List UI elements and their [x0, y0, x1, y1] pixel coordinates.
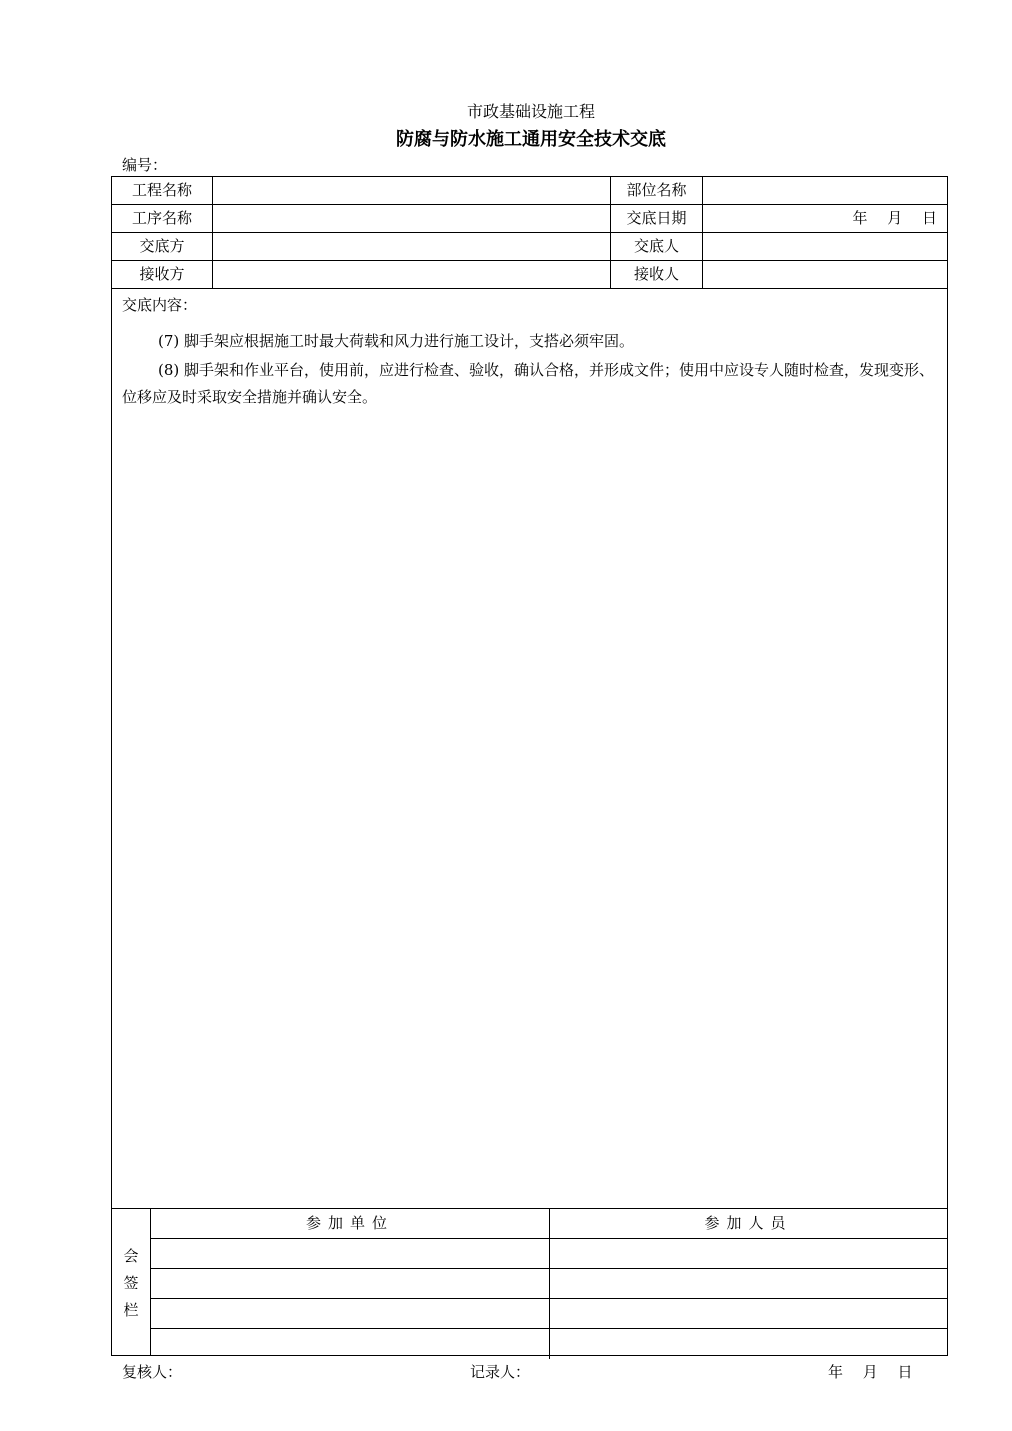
participating-person-header: 参加人员 [704, 1214, 793, 1232]
recorder-label: 记录人： [470, 1363, 531, 1381]
signoff-section [112, 1208, 947, 1355]
info-row-process [112, 205, 947, 233]
document-subtitle: 市政基础设施工程 [466, 102, 595, 121]
participating-person-field[interactable] [550, 1269, 947, 1298]
project-name-label: 工程名称 [112, 177, 213, 204]
issuer-label: 交底人 [611, 233, 703, 260]
process-name-label: 工序名称 [112, 205, 213, 232]
process-name-field[interactable] [213, 205, 611, 232]
footer-date: 年 月 日 [828, 1363, 913, 1381]
info-row-receiver [112, 261, 947, 289]
section-name-label: 部位名称 [611, 177, 703, 204]
content-paragraph: (7) 脚手架应根据施工时最大荷载和风力进行施工设计，支搭必须牢固。 [158, 332, 635, 350]
document-title: 防腐与防水施工通用安全技术交底 [396, 129, 666, 150]
signoff-row [151, 1329, 947, 1359]
participating-unit-field[interactable] [151, 1269, 550, 1298]
signoff-header-row [151, 1209, 947, 1239]
signoff-label-char: 会 [123, 1247, 139, 1265]
receiver-label: 接收人 [611, 261, 703, 288]
participating-person-field[interactable] [550, 1239, 947, 1268]
participating-unit-header: 参加单位 [151, 1209, 550, 1238]
briefing-date-field[interactable]: 年 月 日 [852, 209, 937, 227]
content-paragraph: (8) 脚手架和作业平台，使用前，应进行检查、验收，确认合格，并形成文件；使用中应设专人随时检查，发现变形、位移应及时采取安全措施并确认安全。 [122, 361, 935, 406]
issuing-party-label: 交底方 [112, 233, 213, 260]
signoff-label-char: 签 [123, 1274, 139, 1292]
section-name-field[interactable] [703, 177, 947, 204]
reviewer-label: 复核人： [122, 1363, 183, 1381]
signoff-row [151, 1299, 947, 1329]
receiving-party-field[interactable] [213, 261, 611, 288]
form-frame [111, 176, 948, 1356]
signoff-label [112, 1209, 151, 1355]
issuer-field[interactable] [703, 233, 947, 260]
signoff-row [151, 1269, 947, 1299]
briefing-date-label: 交底日期 [611, 205, 703, 232]
signoff-row [151, 1239, 947, 1269]
signoff-label-char: 栏 [123, 1301, 139, 1319]
participating-person-field[interactable] [550, 1329, 947, 1359]
document-number-label: 编号： [122, 156, 168, 174]
project-name-field[interactable] [213, 177, 611, 204]
participating-unit-field[interactable] [151, 1329, 550, 1359]
content-label: 交底内容： [122, 296, 198, 314]
receiving-party-label: 接收方 [112, 261, 213, 288]
participating-unit-field[interactable] [151, 1239, 550, 1268]
issuing-party-field[interactable] [213, 233, 611, 260]
info-row-issuer [112, 233, 947, 261]
participating-person-field[interactable] [550, 1299, 947, 1328]
receiver-field[interactable] [703, 261, 947, 288]
participating-unit-field[interactable] [151, 1299, 550, 1328]
info-row-project [112, 177, 947, 205]
